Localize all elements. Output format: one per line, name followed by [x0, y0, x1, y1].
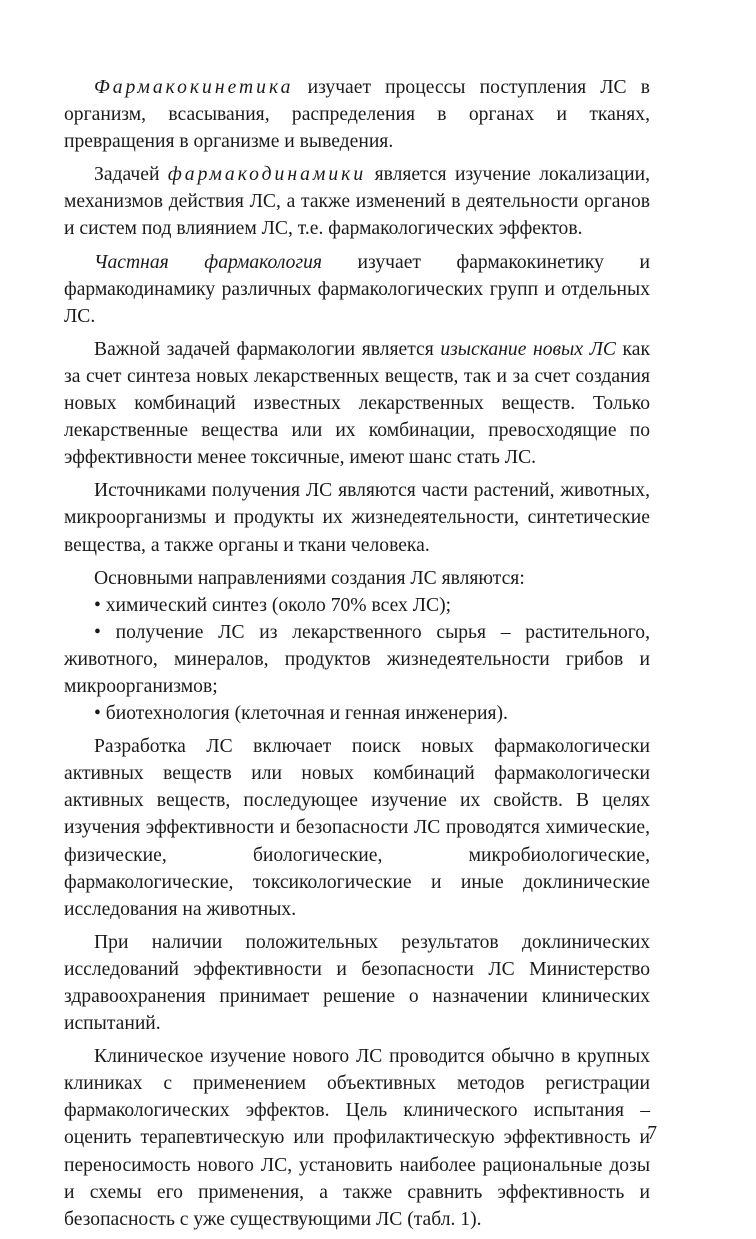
paragraph-text: изучает фармакокинетику и фармакодинамику различных фармакологических групп и отдельных ЛС.	[64, 251, 650, 327]
term-new-drugs: изыскание новых ЛС	[440, 338, 616, 360]
term-pharmacokinetics: Фармакокинетика	[94, 77, 294, 98]
paragraph-sources: Источниками получения ЛС являются части растений, животных, микроорганизмы и продукты их жизнедеятельности, синтетические вещества, а также органы и ткани человека.	[64, 480, 650, 556]
paragraph-clinical: Клиническое изучение нового ЛС проводится обычно в крупных клиниках с применением объективных методов регистрации фармакологических эффектов. Цель клинического испытания – оценить терапевтическую или профилактическую эффективность и переносимость нового ЛС, установить наиболее рациональные дозы и схемы его применения, а также сравнить эффективность и безопасность с уже существующими ЛС (табл. 1).	[64, 1046, 650, 1230]
paragraph-new-drugs	[64, 336, 650, 471]
paragraph-pharmacokinetics	[64, 74, 650, 155]
list-item: • получение ЛС из лекарственного сырья – растительного, животного, минералов, продуктов жизнедеятельности грибов и микроорганизмов;	[64, 621, 650, 697]
paragraph-pharmacodynamics	[64, 161, 650, 242]
paragraph-text: изучает процессы поступления ЛС в организм, всасывания, распределения в органах и тканях, превращения в организме и выведения.	[64, 77, 650, 153]
paragraph-directions: Основными направлениями создания ЛС являются:	[94, 567, 525, 589]
page-number: 7	[647, 1123, 657, 1144]
paragraph-text: Важной задачей фармакологии является	[94, 338, 441, 360]
paragraph-text: является изучение локализации, механизмов действия ЛС, а также изменений в деятельности органов и систем под влиянием ЛС, т.е. фармакологических эффектов.	[64, 164, 650, 240]
paragraph-preclinical: При наличии положительных результатов доклинических исследований эффективности и безопасности ЛС Министерство здравоохранения принимает решение о назначении клинических испытаний.	[64, 931, 650, 1035]
paragraph-special-pharmacology	[64, 249, 650, 330]
paragraph-development: Разработка ЛС включает поиск новых фармакологически активных веществ или новых комбинаций фармакологически активных веществ, последующее изучение их свойств. В целях изучения эффективности и безопасности ЛС проводятся химические, физические, биологические, микробиологические, фармакологические, токсикологические и иные доклинические исследования на животных.	[64, 736, 650, 920]
term-pharmacodynamics: фармакодинамики	[167, 164, 367, 186]
term-special-pharmacology: Частная фармакология	[94, 251, 322, 273]
list-item: • химический синтез (около 70% всех ЛС);	[94, 594, 452, 616]
page-body	[64, 74, 650, 1239]
paragraph-text: Задачей	[94, 164, 168, 186]
list-item: • биотехнология (клеточная и генная инженерия).	[94, 703, 508, 725]
paragraph-text: как за счет синтеза новых лекарственных веществ, так и за счет создания новых комбинаций известных лекарственных веществ. Только лекарственные вещества или их комбинации, превосходящие по эффективности менее токсичные, имеют шанс стать ЛС.	[64, 338, 650, 469]
